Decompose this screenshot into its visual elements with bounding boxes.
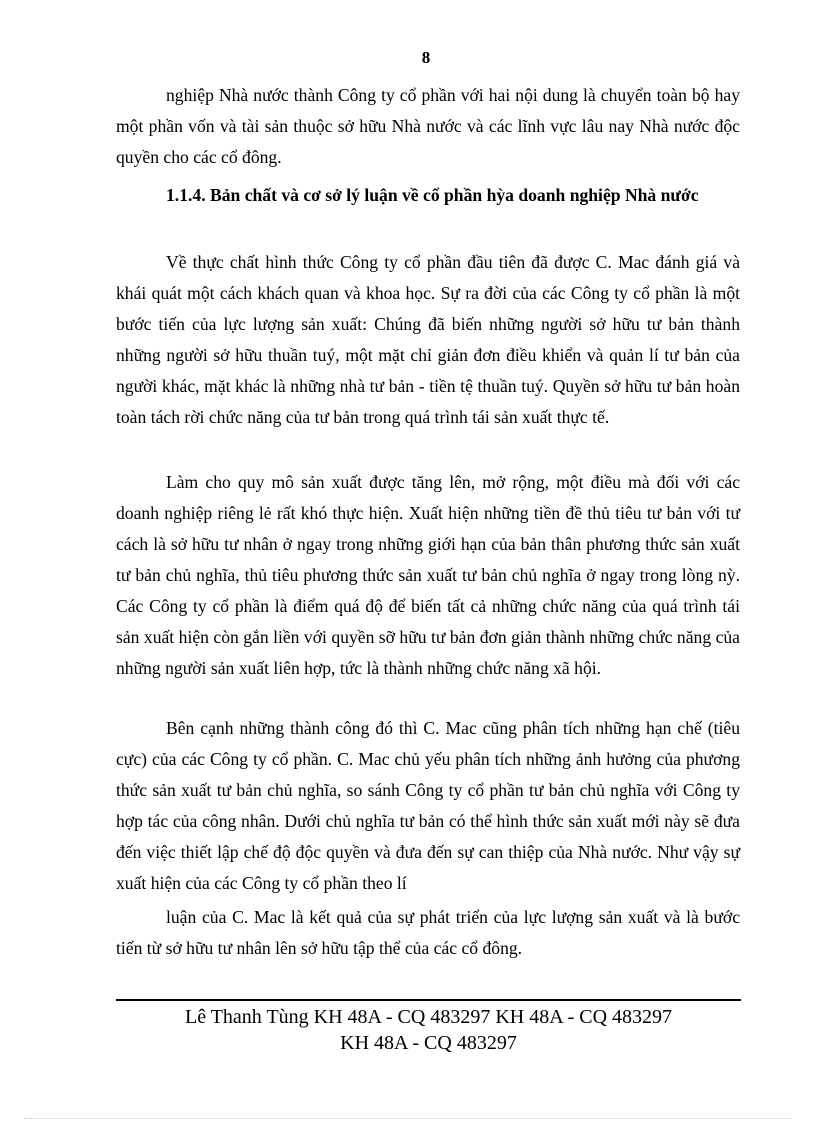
paragraph-essence: Về thực chất hình thức Công ty cổ phần đầu tiên đã được C. Mac đánh giá và khái quát một cách khách quan và khoa học. Sự ra đời của các Công ty cổ phần là một bước tiến của lực lượng sản xuất: Chúng đã biến những người sở hữu tư bản thành những người sở hữu thuần tuý, một mặt chỉ giản đơn điều khiển và quản lí tư bản của người khác, mặt khác là những nhà tư bản - tiền tệ thuần tuý. Quyền sở hữu tư bản hoàn toàn tách rời chức năng của tư bản trong quá trình tái sản xuất thực tế. bbox=[116, 252, 740, 427]
section-heading: 1.1.4. Bản chất và cơ sở lý luận về cổ phần hỳa doanh nghiệp Nhà nước bbox=[166, 185, 699, 205]
intro-paragraph: nghiệp Nhà nước thành Công ty cổ phần với hai nội dung là chuyển toàn bộ hay một phần vốn và tài sản thuộc sở hữu Nhà nước và các lĩnh vực lâu nay Nhà nước độc quyền cho các cổ đông. bbox=[116, 85, 740, 167]
page-number: 8 bbox=[421, 48, 431, 67]
page-bottom-border bbox=[24, 1118, 792, 1119]
footer-class-line: KH 48A - CQ 483297 bbox=[340, 1032, 517, 1054]
footer-divider bbox=[116, 999, 741, 1001]
paragraph-scale: Làm cho quy mô sản xuất được tăng lên, mở rộng, một điều mà đối với các doanh nghiệp riêng lẻ rất khó thực hiện. Xuất hiện những tiền đề thủ tiêu tư bản với tư cách là sở hữu tư nhân ở ngay trong những giới hạn của bản thân phương thức sản xuất tư bản chủ nghĩa, thủ tiêu phương thức sản xuất tư bản chủ nghĩa ở ngay trong lòng nỳ. Các Công ty cổ phần là điểm quá độ để biến tất cả những chức năng của quá trình tái sản xuất hiện còn gắn liền với quyền sỡ hữu tư bản đơn giản thành những chức năng của những người sản xuất liên hợp, tức là thành những chức năng xã hội. bbox=[116, 472, 740, 678]
paragraph-conclusion: luận của C. Mac là kết quả của sự phát triển của lực lượng sản xuất và là bước tiến từ sở hữu tư nhân lên sở hữu tập thể của các cổ đông. bbox=[116, 907, 740, 958]
paragraph-limitations: Bên cạnh những thành công đó thì C. Mac cũng phân tích những hạn chế (tiêu cực) của các Công ty cổ phần. C. Mac chủ yếu phân tích những ảnh hưởng của phương thức sản xuất tư bản chủ nghĩa, so sánh Công ty cổ phần tư bản chủ nghĩa với Công ty hợp tác của công nhân. Dưới chủ nghĩa tư bản có thể hình thức sản xuất mới này sẽ đưa đến việc thiết lập chế độ độc quyền và đưa đến sự can thiệp của Nhà nước. Như vậy sự xuất hiện của các Công ty cổ phần theo lí bbox=[116, 718, 740, 893]
footer bbox=[116, 1004, 741, 1056]
footer-author-line: Lê Thanh Tùng KH 48A - CQ 483297 KH 48A - CQ 483297 bbox=[184, 1006, 673, 1028]
